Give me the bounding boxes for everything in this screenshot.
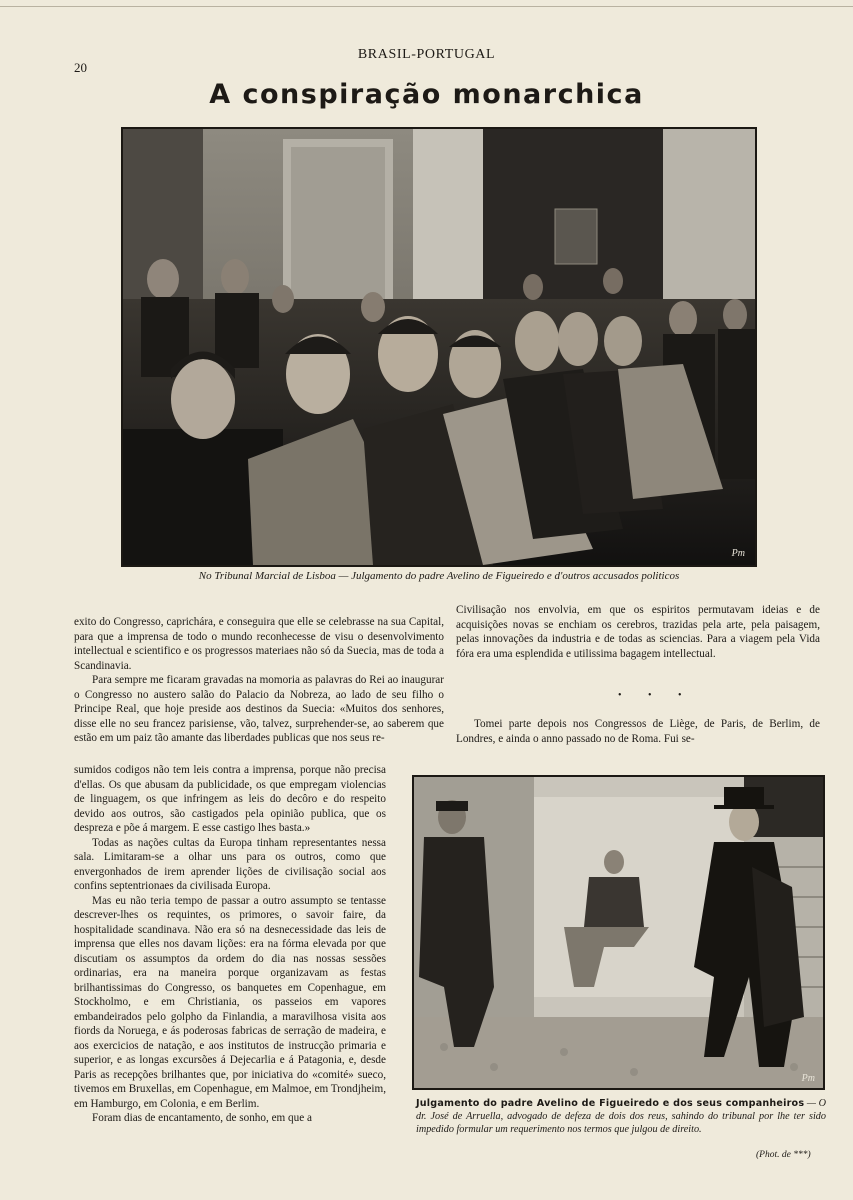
photo-signature: Pm — [731, 548, 745, 559]
right-column-top: Civilisação nos envolvia, em que os espiritos permutavam ideias e de acquisições novas se enchiam os cerebros, trazidas pela arte, pela paisagem, pelas innovações da industria e de todas as sciencias. Para a viagem pela Vida fóra era uma esplendida e utilissima bagagem intellectual. — [456, 604, 820, 660]
tribunal-photo — [121, 127, 757, 567]
paragraph: Para sempre me ficaram gravadas na momoria as palavras do Rei ao inaugurar o Congresso no austero salão do Palacio da Nobreza, ao lado de seu filho o Principe Real, que hoje preside aos destinos da Suecia: «Muitos dos senhores, disse elle no seu francez parisiense, vão, talvez, surprehender-se, ao saberem que estão em um paiz tão amante das liberdades publicas que nos seus re- — [74, 674, 444, 744]
top-photo-caption: No Tribunal Marcial de Lisboa — Julgamento do padre Avelino de Figueiredo e d'outros accusados politicos — [198, 570, 680, 582]
photo-signature: Pm — [801, 1073, 815, 1084]
paragraph: Mas eu não teria tempo de passar a outro assumpto se tentasse descrever-lhes os requintes, os primores, o savoir faire, da hospitalidade scandinava. Não era só na desnecessidade das leis de imprensa que elles nos davam lições: era na fórma elevada por que discutiam os assumptos da ordem do dia nas nossas sessões ordinarias, era na maneira porque organizavam as festas brilhantissimas do Congresso, os banquetes em Copenhague, em Stockholmo, e em Christiania, os passeios em vapores embandeirados pelo golpho da Finlandia, a maravilhosa visita aos fiords da Noruega, e ás poderosas fabricas de serração de madeira, e aos exercicios de natação, e aos institutos de instrucção primaria e superior, e as longas excursões á Dejecarlia e á Patagonia, e, desde Paris as recepções brilhantes que, por iniciativa do «comité» sueco, tivemos em Bruxellas, em Copenhague, em Malmoe, em Trondjheim, em Hamburgo, em Colonia, e em Berlim. — [74, 894, 386, 1110]
left-column-bottom — [74, 763, 386, 1126]
paragraph: sumidos codigos não tem leis contra a imprensa, porque não precisa d'ellas. Os que abusam da publicidade, os que empregam violencias de linguagem, os que infringem as leis do decôro e do respeito devido aos outros, são castigados pela opinião publica, que os despreza e põe á margem. E esse castigo lhes basta.» — [74, 764, 386, 834]
left-column-top — [74, 615, 444, 746]
photo-credit: (Phot. de ***) — [756, 1150, 811, 1160]
article-title: A conspiração monarchica — [209, 79, 644, 110]
page-number: 20 — [74, 60, 87, 75]
caption-text: — O dr. José de Arruella, advogado de defeza de dois dos reus, sahindo do tribunal por lhe ter sido impedido formular um requerimento nos termos que julgou de direito. — [416, 1098, 826, 1135]
paragraph: Todas as nações cultas da Europa tinham representantes nessa sala. Limitaram-se a olhar uns para os outros, como que envergonhados de irem aprender lições de civilisação social aos confins septentrionaes da civilisada Europa. — [74, 836, 386, 892]
paragraph: Foram dias de encantamento, de sonho, em que a — [92, 1112, 312, 1124]
lawyer-photo — [412, 775, 825, 1090]
paragraph: Tomei parte depois nos Congressos de Liège, de Paris, de Berlim, de Londres, e ainda o anno passado no de Roma. Fui se- — [456, 718, 820, 745]
paragraph: exito do Congresso, caprichára, e conseguira que elle se celebrasse na sua Capital, para que a imprensa de todo o mundo reconhecesse de visu o desenvolvimento intellectual e scientifico e os progressos materiaes não só da Suecia, mas de toda a Scandinavia. — [74, 616, 444, 672]
bottom-photo-caption — [416, 1097, 826, 1136]
caption-heading: Julgamento do padre Avelino de Figueiredo e dos seus companheiros — [416, 1098, 805, 1109]
running-head: BRASIL-PORTUGAL — [357, 47, 496, 62]
top-rule — [0, 6, 853, 7]
right-column-bottom — [456, 717, 820, 746]
tribunal-photo-image — [123, 129, 755, 565]
lawyer-photo-image — [414, 777, 823, 1088]
section-separator: • • • — [618, 690, 694, 701]
